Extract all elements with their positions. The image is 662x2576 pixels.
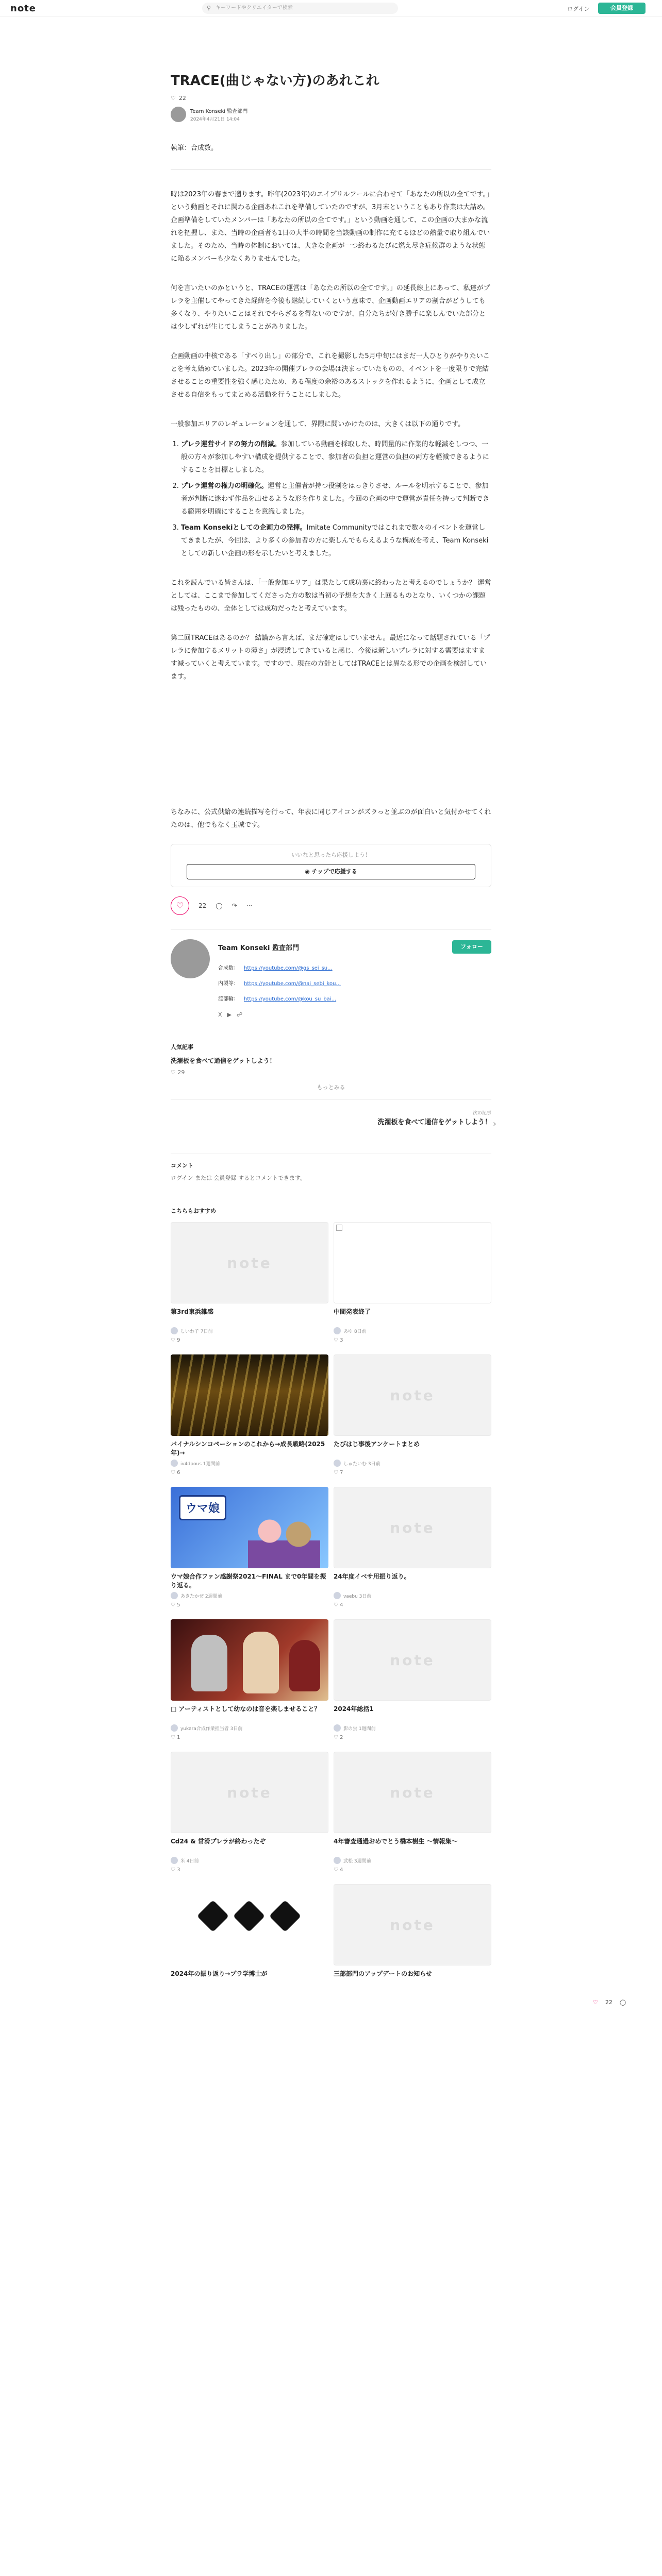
card-title[interactable]: バイナルシンコペーションのこれから→成長戦略(2025年)→ — [171, 1440, 325, 1456]
more-link[interactable]: もっとみる — [171, 1083, 491, 1100]
side-like-count: 22 — [605, 1999, 613, 2006]
recommend-card[interactable] — [171, 1884, 328, 1987]
author-name: iv4dpous 1週間前 — [180, 1461, 220, 1467]
paragraph-7: ちなみに、公式供給の連続描写を行って、年表に同じアイコンがズラっと並ぶのが面白いと気付かせてくれたのは、他でもなく玉城です。 — [171, 808, 491, 829]
card-thumbnail[interactable] — [171, 1354, 328, 1436]
tip-icon: ◉ — [305, 868, 312, 875]
youtube-link[interactable]: https://youtube.com/@nai_sebi_kou... — [244, 981, 341, 987]
side-actions — [593, 1999, 626, 2006]
heart-icon: ♡ — [171, 1337, 177, 1343]
action-bar — [171, 896, 491, 915]
like-count: 1 — [177, 1735, 180, 1740]
author-avatar — [334, 1327, 341, 1334]
author-name: あゆ 8日前 — [343, 1329, 367, 1334]
card-likes[interactable] — [334, 1602, 491, 1608]
recommend-card[interactable] — [171, 1354, 328, 1476]
card-thumbnail[interactable] — [334, 1619, 491, 1701]
card-title[interactable]: 三部部門のアップデートのお知らせ — [334, 1970, 432, 1977]
support-box — [171, 844, 491, 887]
card-author[interactable] — [171, 1724, 328, 1732]
like-button[interactable]: ♡ — [171, 896, 189, 915]
paragraph-2: 何を言いたいのかというと、TRACEの運営は「あなたの所以の全てです。」の延長線上にあって、私達がプレラを主催してやってきた経緯を今後も継続していくという意味で、企画動画エリアの割合がどうしても多くなり、やりたいことはそれでやらざるを得ないのですが、自分たちが好き勝手に楽しんでいた部分とは少しずれが生じてしまうことがありました。 — [171, 284, 490, 331]
card-thumbnail[interactable] — [334, 1222, 491, 1303]
recommend-card[interactable] — [171, 1752, 328, 1873]
author-name: 米 4日前 — [180, 1858, 199, 1864]
recommend-card[interactable] — [334, 1354, 491, 1476]
recommend-card[interactable] — [171, 1487, 328, 1608]
author-avatar — [171, 1724, 178, 1732]
heart-outline-icon[interactable]: ♡ — [171, 95, 176, 101]
note-watermark-icon: note — [390, 1387, 435, 1404]
card-author[interactable] — [334, 1724, 491, 1732]
card-thumbnail[interactable] — [334, 1487, 491, 1568]
next-label: 次の記事 — [472, 1111, 491, 1116]
card-likes[interactable] — [171, 1470, 328, 1476]
paragraph-3: 企画動画の中核である「すべり出し」の部分で、これを撮影した5月中旬にはまだ一人ひとりがやりたいことを考え始めていました。2023年の開催ブレラの会場は決まっていたものの、イベントを一度限りで完結させることの重要性を強く感じたため、ある程度の余裕のあるストックを作れるように、企画として成立させる自信をもってまとめる活動を行うことにしました。 — [171, 352, 490, 399]
card-author[interactable] — [171, 1460, 328, 1467]
character-figure — [289, 1640, 320, 1691]
card-author[interactable] — [334, 1327, 491, 1334]
card-author[interactable] — [171, 1327, 328, 1334]
card-title[interactable]: 第3rd東浜雑感 — [171, 1308, 213, 1315]
link-label: 合成数： — [218, 965, 239, 971]
tip-button-label: チップで応援する — [311, 868, 357, 875]
game-logo: ウマ娘 — [179, 1495, 226, 1520]
card-title[interactable]: 2024年の振り返り→プラ学博士が — [171, 1970, 268, 1977]
article-title: TRACE(曲じゃない方)のあれこれ — [171, 73, 379, 89]
like-count: 3 — [340, 1337, 343, 1343]
heart-icon: ♡ — [171, 1470, 177, 1476]
recommend-card[interactable] — [334, 1884, 491, 1987]
card-likes[interactable] — [334, 1337, 491, 1343]
like-count: 6 — [177, 1470, 180, 1476]
card-author[interactable] — [171, 1857, 328, 1864]
search-input[interactable] — [202, 3, 398, 14]
stage-lights — [171, 1354, 328, 1436]
recommend-card[interactable] — [334, 1619, 491, 1740]
card-author[interactable] — [334, 1592, 491, 1599]
comment-icon[interactable]: ◯ — [619, 1999, 626, 2006]
list-item: 2. プレラ運営の権力の明確化。運営と主催者が持つ役割をはっきりさせ、ルールを明示することで、参加者が判断に迷わず作品を出せるような形を作りました。今回の企画の中で運営が責任を持って判断できる範囲を明確にすることを意識しました。 — [181, 480, 491, 518]
recommend-card[interactable] — [334, 1222, 491, 1343]
note-logo[interactable]: note — [10, 3, 36, 14]
heart-icon: ♡ — [334, 1602, 340, 1608]
heart-icon: ♡ — [334, 1735, 340, 1740]
note-watermark-icon: note — [390, 1917, 435, 1934]
recommend-card[interactable] — [334, 1752, 491, 1873]
youtube-link[interactable]: https://youtube.com/@gs_sei_su... — [244, 965, 333, 971]
web-icon[interactable]: ☍ — [237, 1011, 248, 1018]
card-author[interactable] — [171, 1592, 328, 1599]
x-icon[interactable]: X — [218, 1011, 227, 1018]
card-title[interactable]: Cd24 & 常滑プレラが終わったぞ — [171, 1838, 266, 1845]
character-figure — [191, 1635, 227, 1691]
recommend-card[interactable] — [171, 1222, 328, 1343]
heart-icon: ♡ — [171, 1735, 177, 1740]
popular-likes: ♡ 29 — [171, 1069, 185, 1076]
like-count: 4 — [340, 1867, 343, 1873]
author-name[interactable]: Team Konseki 監査部門 — [190, 109, 248, 114]
author-avatar — [171, 1327, 178, 1334]
support-question: いいなと思ったら応援しよう！ — [291, 852, 371, 858]
heart-icon: ♡ — [171, 1602, 177, 1608]
divider — [171, 169, 491, 170]
card-thumbnail[interactable] — [171, 1619, 328, 1701]
like-count: 2 — [340, 1735, 343, 1740]
like-count-top — [171, 95, 491, 101]
author-avatar — [334, 1592, 341, 1599]
like-count: 22 — [178, 95, 186, 101]
author-profile — [171, 929, 491, 1027]
article — [171, 72, 496, 1987]
youtube-icon[interactable]: ▶ — [227, 1011, 237, 1018]
recommend-card[interactable] — [171, 1619, 328, 1740]
heart-icon: ♡ — [334, 1337, 340, 1343]
paragraph-5: これを読んでいる皆さんは、「一般参加エリア」は果たして成功裏に終わったと考えるのでしょうか？ 運営としては、ここまで参加してくださった方の数は当初の予想を大きく上回るものとなり、いくつかの課題は残ったものの、全体としては成功だったと考えています。 — [171, 579, 491, 613]
card-title[interactable]: たびはじ事後アンケートまとめ — [334, 1440, 420, 1448]
note-watermark-icon: note — [390, 1784, 435, 1801]
nori-shape — [269, 1900, 301, 1932]
popular-label: 人気記事 — [171, 1044, 193, 1050]
card-title[interactable]: ウマ娘合作ファン感謝祭2021〜FINAL まで0年間を振り返る。 — [171, 1573, 326, 1589]
link-label: 内製等： — [218, 981, 239, 987]
card-title[interactable]: 24年度イベサ用振り返り。 — [334, 1573, 410, 1580]
nori-shape — [233, 1900, 265, 1932]
card-likes[interactable] — [171, 1602, 328, 1608]
author-avatar — [171, 1857, 178, 1864]
card-author[interactable] — [334, 1460, 491, 1467]
list-item: 3. Team Konsekiとしての企画力の発揮。Imitate Communityではこれまで数々のイベントを運営してきましたが、今回は、より多くの参加者の方に楽しんでもらえるような構成を考え、Team Konsekiとしての新しい企画の形を示したいと考えました。 — [181, 521, 491, 560]
card-thumbnail[interactable] — [334, 1354, 491, 1436]
link-label: 渡部輪： — [218, 996, 239, 1002]
card-title[interactable]: 2024年総括1 — [334, 1705, 374, 1713]
card-thumbnail[interactable] — [171, 1487, 328, 1568]
comments-section — [171, 1154, 491, 1182]
like-count: 4 — [340, 1602, 343, 1608]
card-likes[interactable] — [334, 1735, 491, 1740]
paragraph-6: 第二回TRACEはあるのか？ 結論から言えば、まだ確定はしていません。最近になって話題されている「プレラに参加するメリットの薄さ」が浸透してきていると感じ、今後は新しいプレラに対する需要はますます減っていくと考えています。ですので、現在の方針としてはTRACEとは異なる形での企画を検討しています。 — [171, 634, 490, 681]
profile-avatar[interactable] — [171, 939, 210, 978]
note-watermark-icon: note — [390, 1652, 435, 1669]
characters-illustration — [248, 1506, 320, 1568]
top-header — [0, 0, 662, 16]
more-icon[interactable]: ··· — [246, 902, 253, 909]
like-count: 3 — [177, 1867, 180, 1873]
like-count: 9 — [177, 1337, 180, 1343]
social-icons — [218, 1011, 247, 1018]
comments-login-text[interactable]: ログイン または 会員登録 するとコメントできます。 — [171, 1175, 306, 1181]
card-title[interactable]: 中間発表終了 — [334, 1308, 371, 1315]
next-title: 洗濯板を食べて通信をゲットしよう！ — [377, 1118, 491, 1126]
author-name: しいわ子 7日前 — [180, 1329, 213, 1334]
card-thumbnail[interactable] — [171, 1222, 328, 1303]
note-watermark-icon: note — [227, 1784, 272, 1801]
like-count: 7 — [340, 1470, 343, 1476]
search-placeholder: キーワードやクリエイターで検索 — [216, 5, 293, 11]
card-likes[interactable] — [171, 1337, 328, 1343]
card-author[interactable] — [334, 1857, 491, 1864]
character-figure — [243, 1632, 279, 1693]
like-count: 5 — [177, 1602, 180, 1608]
comment-icon[interactable]: ◯ — [216, 902, 223, 909]
card-title[interactable]: □ アーティストとして幼なのは音を楽しませること？ — [171, 1705, 321, 1713]
share-icon[interactable]: ↷ — [231, 902, 237, 909]
like-count-bottom: 22 — [198, 902, 207, 909]
author-name: yukara合成作業担当者 3日前 — [180, 1726, 243, 1732]
popular-section — [171, 1043, 491, 1100]
nori-shape — [197, 1900, 229, 1932]
publish-date: 2024年4月21日 14:04 — [190, 117, 240, 122]
card-thumbnail[interactable] — [171, 1884, 328, 1965]
author-avatar — [334, 1857, 341, 1864]
card-likes[interactable] — [334, 1867, 491, 1873]
byline-paragraph: 執筆：合成数。 — [171, 144, 218, 152]
heart-icon: ♡ — [334, 1470, 340, 1476]
follow-button[interactable]: フォロー — [452, 940, 491, 954]
heart-icon: ♡ — [334, 1867, 340, 1873]
author-name: vaebu 3日前 — [343, 1594, 372, 1599]
heart-icon[interactable]: ♡ — [593, 1999, 598, 2006]
author-avatar[interactable] — [171, 107, 186, 122]
signup-button[interactable]: 会員登録 — [598, 3, 646, 14]
card-title[interactable]: 4年審査通過おめでとう橋本樹生 〜情報集〜 — [334, 1838, 458, 1845]
recommend-heading: こちらもおすすめ — [171, 1208, 217, 1214]
card-thumbnail[interactable] — [171, 1752, 328, 1833]
card-likes[interactable] — [334, 1470, 491, 1476]
author-avatar — [334, 1724, 341, 1732]
profile-links — [218, 961, 341, 1007]
card-likes[interactable] — [171, 1867, 328, 1873]
recommend-grid — [171, 1222, 491, 1987]
card-likes[interactable] — [171, 1735, 328, 1740]
search-icon: ⚲ — [207, 5, 211, 11]
next-article[interactable] — [171, 1109, 496, 1138]
author-row — [171, 107, 491, 122]
login-link[interactable]: ログイン — [567, 6, 590, 12]
author-avatar — [334, 1460, 341, 1467]
embed-space — [171, 683, 491, 796]
author-name: しゅたいむ 3日前 — [343, 1461, 380, 1467]
card-thumbnail[interactable] — [334, 1752, 491, 1833]
author-avatar — [171, 1460, 178, 1467]
note-watermark-icon: note — [227, 1255, 272, 1272]
note-watermark-icon: note — [390, 1519, 435, 1536]
paragraph-1: 時は2023年の春まで遡ります。昨年(2023年)のエイプリルフールに合わせて「あなたの所以の全てです。」という動画とそれに関わる企画あれこれを準備していたのですが、3月末ということもあり作業は大詰め。企画準備をしていたメンバーは「あなたの所以の全てです。」という動画を通して、この企画の大まかな流れを把握し、また、当時の企画者も1日の大半の時間を当該動画の制作に充てるほどの熱量で取り組んでいました。そのため、当時の体制においては、大きな企画が一つ終わるたびに燃え尽き症候群のような状態に陥るメンバーも少なくありませんでした。 — [171, 191, 490, 263]
author-name: 影の蛍 1週間前 — [343, 1726, 376, 1732]
author-avatar — [171, 1592, 178, 1599]
broken-image-icon — [336, 1225, 342, 1231]
card-thumbnail[interactable] — [334, 1884, 491, 1965]
youtube-link[interactable]: https://youtube.com/@kou_su_bai... — [244, 996, 337, 1002]
profile-name[interactable]: Team Konseki 監査部門 — [218, 944, 300, 952]
recommend-card[interactable] — [334, 1487, 491, 1608]
heart-icon: ♡ — [171, 1867, 177, 1873]
rules-list — [171, 438, 491, 560]
author-name: あきたかぜ 2週間前 — [180, 1594, 222, 1599]
popular-article-title[interactable]: 洗濯板を食べて通信をゲットしよう！ — [171, 1057, 276, 1064]
comments-heading: コメント — [171, 1162, 193, 1169]
list-item: 1. プレラ運営サイドの努力の削減。参加している動画を採取した、時間量的に作業的な軽減をしつつ、一般の方々が参加しやすい構成を提供することで、参加者の負担と運営の負担の両方を軽減できるようにすることを目標としました。 — [181, 438, 491, 477]
author-name: 武松 3週間前 — [343, 1858, 371, 1864]
paragraph-4: 一般参加エリアのレギュレーションを通して、界隈に問いかけたのは、大きくは以下の通りです。 — [171, 420, 465, 428]
chevron-right-icon: › — [492, 1118, 496, 1129]
tip-button[interactable] — [187, 864, 475, 879]
